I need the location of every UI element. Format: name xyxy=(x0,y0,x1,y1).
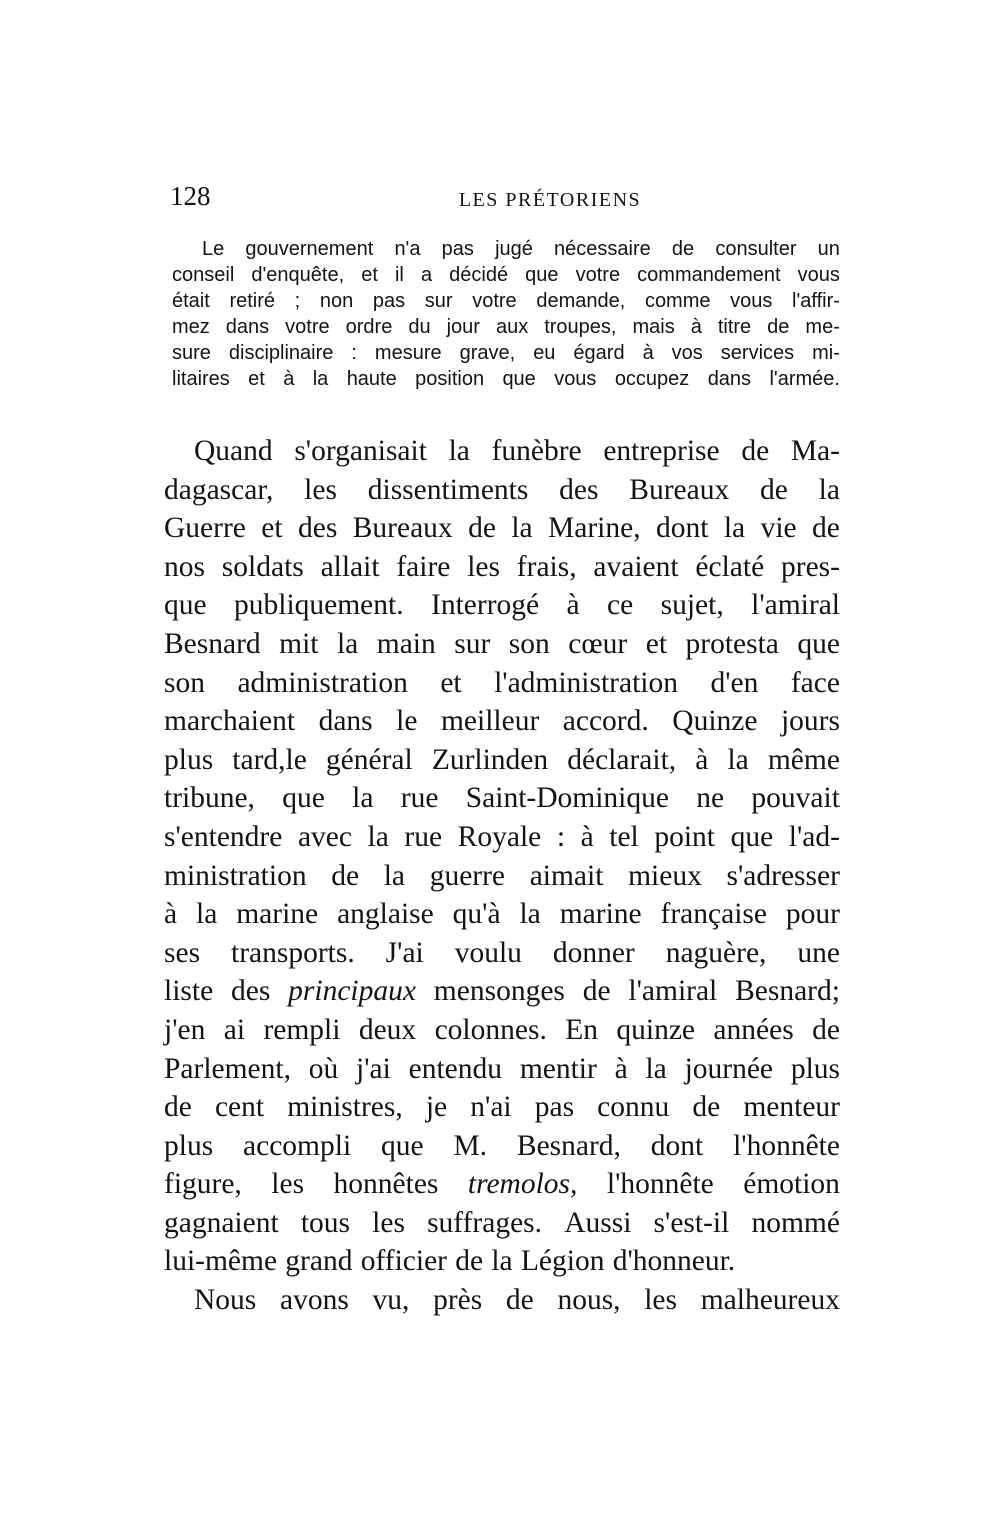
body-line xyxy=(164,1088,840,1127)
body-word: de xyxy=(468,512,496,545)
body-word: Bureaux xyxy=(629,473,730,506)
quote-word: dans xyxy=(707,368,752,390)
body-line xyxy=(164,1011,840,1050)
body-word: la xyxy=(727,743,749,776)
body-word: plus xyxy=(164,1129,214,1162)
quote-word: d'enquête, xyxy=(251,264,345,286)
body-word: s'entendre xyxy=(164,820,283,853)
quote-word: un xyxy=(817,238,840,260)
body-line xyxy=(164,432,840,471)
body-word: administration xyxy=(237,666,408,699)
quote-word: retiré xyxy=(229,290,276,312)
body-word: de xyxy=(455,1245,484,1278)
body-word: l'honnête xyxy=(606,1168,714,1201)
body-word: à xyxy=(695,743,709,776)
body-word: la xyxy=(491,1245,513,1278)
body-word: la xyxy=(352,782,374,815)
quote-word: de xyxy=(767,316,790,338)
body-line xyxy=(164,471,840,510)
body-word: ai xyxy=(223,1013,246,1046)
quote-word: et xyxy=(361,264,378,286)
quote-word: votre xyxy=(575,264,621,286)
quote-line xyxy=(172,340,840,366)
quote-word: jugé xyxy=(495,238,533,260)
quote-word: mi- xyxy=(812,342,840,364)
body-word: Besnard xyxy=(164,627,261,660)
quote-word: me- xyxy=(805,316,840,338)
body-word: plus xyxy=(790,1052,840,1085)
body-word: à xyxy=(614,1052,628,1085)
quote-word: eu xyxy=(533,342,556,364)
body-word: ce xyxy=(607,589,634,622)
body-word: naguère, xyxy=(665,936,767,969)
body-line xyxy=(164,741,840,780)
quote-word: pas xyxy=(372,290,406,312)
body-word: nous, xyxy=(557,1284,621,1317)
body-word: général xyxy=(325,743,413,776)
quote-word: votre xyxy=(285,316,330,338)
body-word: Légion xyxy=(520,1245,605,1278)
body-word: J'ai xyxy=(385,936,424,969)
body-word: colonnes. xyxy=(434,1013,547,1046)
quote-word: troupes, xyxy=(544,316,617,338)
body-word: figure, xyxy=(164,1168,242,1201)
body-word: s'est-il xyxy=(653,1206,730,1239)
body-word: je xyxy=(425,1091,448,1124)
quote-word: mesure xyxy=(374,342,442,364)
body-word: Marine, xyxy=(548,512,641,545)
body-line xyxy=(164,625,840,664)
body-word: marine xyxy=(236,898,319,931)
quote-word: comme xyxy=(644,290,711,312)
body-word: point xyxy=(654,820,715,853)
quote-word: mais xyxy=(632,316,675,338)
body-word: Zurlinden xyxy=(431,743,549,776)
body-word: qu'à xyxy=(452,898,501,931)
body-word: Saint-Dominique xyxy=(465,782,669,815)
body-word: où xyxy=(308,1052,339,1085)
body-word: Besnard; xyxy=(735,975,840,1008)
body-word: s'organisait xyxy=(294,435,427,467)
body-word: de xyxy=(331,859,360,892)
quote-word: demande, xyxy=(536,290,626,312)
body-word: déclarait, xyxy=(567,743,677,776)
body-line xyxy=(164,818,840,857)
body-line xyxy=(164,548,840,587)
body-word: le xyxy=(396,705,418,738)
body-word: main xyxy=(376,627,436,660)
quote-word: était xyxy=(172,290,210,312)
body-word: rempli xyxy=(263,1013,341,1046)
body-word: guerre xyxy=(429,859,506,892)
body-word: la xyxy=(383,859,406,892)
body-word: principaux xyxy=(288,975,416,1008)
body-word: la xyxy=(196,898,218,931)
quote-word: ordre xyxy=(345,316,393,338)
quote-word: commandement xyxy=(637,264,781,286)
body-word: la xyxy=(448,435,470,467)
quote-word: gouvernement xyxy=(245,238,374,260)
body-word: entreprise xyxy=(603,435,720,467)
body-word: anglaise xyxy=(337,898,434,931)
body-word: de xyxy=(582,975,611,1008)
body-word: pas xyxy=(534,1091,575,1124)
body-word: l'administration xyxy=(494,666,678,699)
body-word: les xyxy=(271,1168,305,1201)
body-word: l'amiral xyxy=(628,975,718,1008)
body-word: ses xyxy=(164,936,201,969)
body-word: les xyxy=(467,550,500,583)
quote-word: à xyxy=(283,368,295,390)
quote-word: consulter xyxy=(715,238,797,260)
body-word: vu, xyxy=(372,1284,410,1317)
quote-word: sur xyxy=(424,290,453,312)
body-line xyxy=(164,702,840,741)
body-word: de xyxy=(812,1013,840,1046)
quote-word: services xyxy=(720,342,795,364)
quote-word: l'affir- xyxy=(792,290,840,312)
quote-word: nécessaire xyxy=(554,238,651,260)
body-word: entendu xyxy=(408,1052,503,1085)
quote-word: vos xyxy=(671,342,703,364)
body-word: donner xyxy=(552,936,635,969)
body-word: dont xyxy=(650,1129,704,1162)
body-word: à xyxy=(164,898,178,931)
quote-word: : xyxy=(351,342,357,364)
body-word: que xyxy=(381,1129,424,1162)
body-word: une xyxy=(797,936,840,969)
quote-word: sure xyxy=(172,342,211,364)
body-word: meilleur xyxy=(440,705,540,738)
quote-line xyxy=(172,262,840,288)
body-line xyxy=(164,1204,840,1243)
quote-word: haute xyxy=(346,368,397,390)
body-word: la xyxy=(511,512,533,545)
body-word: près xyxy=(433,1284,483,1317)
body-word: dans xyxy=(318,705,373,738)
quote-line xyxy=(172,288,840,314)
body-word: années xyxy=(713,1013,794,1046)
body-line xyxy=(164,972,840,1011)
quote-line xyxy=(172,314,840,340)
body-line xyxy=(164,509,840,548)
body-word: plus xyxy=(164,743,214,776)
body-word: pour xyxy=(785,898,840,931)
body-word: soldats xyxy=(221,550,304,583)
body-word: Parlement, xyxy=(164,1052,291,1085)
quote-word: litaires xyxy=(172,368,230,390)
body-line xyxy=(164,779,840,818)
body-word: tribune, xyxy=(164,782,255,815)
body-line xyxy=(164,895,840,934)
quote-word: décidé xyxy=(449,264,509,286)
body-word: connu xyxy=(597,1091,670,1124)
body-word: accompli xyxy=(243,1129,352,1162)
quote-word: à xyxy=(642,342,654,364)
body-word: de xyxy=(741,435,770,467)
body-word: mensonges xyxy=(433,975,565,1008)
body-word: nommé xyxy=(751,1206,840,1239)
quote-word: dans xyxy=(225,316,270,338)
body-word: face xyxy=(790,666,840,699)
body-word: Quinze xyxy=(672,705,758,738)
body-word: éclaté xyxy=(695,550,765,583)
body-word: des xyxy=(298,512,338,545)
body-line xyxy=(164,664,840,703)
body-word: sujet, xyxy=(660,589,724,622)
quoted-letter xyxy=(172,236,840,392)
body-word: malheureux xyxy=(700,1284,840,1317)
body-word: officier xyxy=(360,1245,447,1278)
body-word: : xyxy=(556,820,566,853)
body-word: avons xyxy=(279,1284,349,1317)
body-word: les xyxy=(644,1284,678,1317)
body-word: et xyxy=(261,512,283,545)
body-word: mit xyxy=(279,627,319,660)
body-word: allait xyxy=(320,550,380,583)
body-word: les xyxy=(372,1206,405,1239)
body-word: En xyxy=(565,1013,598,1046)
body-word: faire xyxy=(396,550,451,583)
body-word: frais, xyxy=(516,550,577,583)
quote-line xyxy=(172,366,840,392)
body-word: liste xyxy=(164,975,214,1008)
body-word: cent xyxy=(214,1091,265,1124)
body-word: que xyxy=(797,627,840,660)
quote-word: vous xyxy=(730,290,773,312)
body-word: n'ai xyxy=(470,1091,512,1124)
body-word: tous xyxy=(300,1206,351,1239)
body-word: l'honnête xyxy=(733,1129,840,1162)
body-word: Aussi xyxy=(564,1206,632,1239)
body-word: la xyxy=(723,512,746,545)
body-word: que xyxy=(164,589,207,622)
body-word: Bureaux xyxy=(352,512,453,545)
body-word: Royale xyxy=(457,820,542,853)
body-word: tard,le xyxy=(232,743,307,776)
body-word: j'en xyxy=(164,1013,206,1046)
quote-word: a xyxy=(420,264,433,286)
body-word: des xyxy=(231,975,271,1008)
body-word: son xyxy=(164,666,205,699)
page-number: 128 xyxy=(170,181,211,211)
body-word: que xyxy=(282,782,325,815)
quote-word: à xyxy=(690,316,702,338)
body-word: émotion xyxy=(743,1168,840,1201)
body-word: transports. xyxy=(231,936,355,969)
body-word: de xyxy=(505,1284,534,1317)
body-word: avec xyxy=(297,820,352,853)
body-word: jours xyxy=(780,705,840,738)
body-word: mentir xyxy=(519,1052,597,1085)
quote-word: occupez xyxy=(614,368,690,390)
body-word: l'ad- xyxy=(788,820,840,853)
quote-word: que xyxy=(525,264,559,286)
body-word: pouvait xyxy=(751,782,840,815)
body-word: de xyxy=(812,512,840,545)
body-word: M. xyxy=(453,1129,488,1162)
body-word: avaient xyxy=(593,550,679,583)
body-word: Ma- xyxy=(790,435,840,467)
quote-word: Le xyxy=(202,238,225,260)
quote-word: non xyxy=(319,290,354,312)
body-word: Besnard, xyxy=(516,1129,621,1162)
body-word: mieux xyxy=(628,859,702,892)
body-line xyxy=(164,1242,840,1281)
quote-line xyxy=(172,236,840,262)
body-word: dissentiments xyxy=(367,473,529,506)
body-word: journée xyxy=(684,1052,774,1085)
body-word: rue xyxy=(400,782,439,815)
body-word: quinze xyxy=(616,1013,696,1046)
quote-word: vous xyxy=(797,264,840,286)
body-word: les xyxy=(304,473,337,506)
body-word: funèbre xyxy=(491,435,582,467)
body-line xyxy=(164,586,840,625)
body-line xyxy=(164,1127,840,1166)
body-word: Nous xyxy=(194,1284,257,1317)
body-word: pres- xyxy=(781,550,840,583)
body-word: l'amiral xyxy=(751,589,840,622)
body-word: à xyxy=(580,820,594,853)
page-header xyxy=(170,176,840,216)
body-word: protesta xyxy=(685,627,779,660)
body-word: Interrogé xyxy=(431,589,540,622)
body-line xyxy=(164,934,840,973)
body-word: la xyxy=(818,473,840,506)
body-word: la xyxy=(519,898,541,931)
quote-word: titre xyxy=(717,316,752,338)
quote-word: votre xyxy=(472,290,517,312)
body-word: de xyxy=(692,1091,721,1124)
quote-word: vous xyxy=(554,368,597,390)
body-word: voulu xyxy=(454,936,522,969)
body-word: accord. xyxy=(562,705,649,738)
body-word: à xyxy=(566,589,580,622)
body-word: la xyxy=(645,1052,667,1085)
body-word: même xyxy=(767,743,840,776)
body-word: que xyxy=(730,820,774,853)
body-word: honnêtes xyxy=(333,1168,439,1201)
quote-word: position xyxy=(415,368,485,390)
body-line xyxy=(164,857,840,896)
body-word: vie xyxy=(760,512,797,545)
quote-word: que xyxy=(502,368,536,390)
body-word: tel xyxy=(609,820,639,853)
quote-word: l'armée. xyxy=(769,368,840,390)
body-word: dont xyxy=(656,512,709,545)
quote-word: du xyxy=(408,316,431,338)
quote-word: aux xyxy=(495,316,529,338)
quote-word: de xyxy=(671,238,695,260)
body-word: dagascar, xyxy=(164,473,274,506)
body-word: j'ai xyxy=(356,1052,391,1085)
quote-word: jour xyxy=(446,316,480,338)
body-line xyxy=(164,1165,840,1204)
body-word: ne xyxy=(696,782,725,815)
body-word: ministration xyxy=(164,859,307,892)
body-word: rue xyxy=(404,820,443,853)
quote-word: conseil xyxy=(172,264,235,286)
body-word: publiquement. xyxy=(234,589,404,622)
body-word: son xyxy=(508,627,550,660)
quote-word: disciplinaire xyxy=(228,342,334,364)
quote-word: n'a xyxy=(394,238,421,260)
running-title: LES PRÉTORIENS xyxy=(458,189,642,211)
quote-word: ; xyxy=(294,290,301,312)
quote-word: grave, xyxy=(459,342,516,364)
body-word: la xyxy=(336,627,359,660)
body-word: menteur xyxy=(743,1091,840,1124)
body-word: tremolos, xyxy=(467,1168,578,1201)
body-word: et xyxy=(440,666,462,699)
body-word: cœur xyxy=(568,627,628,660)
body-word: nos xyxy=(164,550,205,583)
body-word: lui-même xyxy=(164,1245,278,1278)
body-word: la xyxy=(367,820,389,853)
body-word: Guerre xyxy=(164,512,246,545)
body-word: ministres, xyxy=(287,1091,403,1124)
body-word: deux xyxy=(358,1013,417,1046)
body-word: d'en xyxy=(710,666,759,699)
body-word: d'honneur. xyxy=(612,1245,736,1278)
body-word: française xyxy=(660,898,767,931)
quote-word: et xyxy=(248,368,265,390)
body-line xyxy=(164,1050,840,1089)
body-word: s'adresser xyxy=(726,859,840,892)
body-word: gagnaient xyxy=(164,1206,279,1239)
body-word: sur xyxy=(454,627,491,660)
body-word: Quand xyxy=(194,435,273,467)
quote-word: égard xyxy=(573,342,625,364)
body-word: aimait xyxy=(529,859,604,892)
quote-word: pas xyxy=(441,238,474,260)
quote-word: il xyxy=(394,264,404,286)
body-word: suffrages. xyxy=(427,1206,543,1239)
body-word: grand xyxy=(285,1245,353,1278)
body-text xyxy=(164,432,840,1320)
body-word: de xyxy=(164,1091,192,1124)
body-word: marchaient xyxy=(164,705,296,738)
quote-word: la xyxy=(312,368,329,390)
body-word: et xyxy=(645,627,668,660)
body-word: marine xyxy=(559,898,642,931)
body-word: des xyxy=(559,473,599,506)
body-line xyxy=(164,1281,840,1320)
body-word: de xyxy=(760,473,788,506)
quote-word: mez xyxy=(172,316,210,338)
